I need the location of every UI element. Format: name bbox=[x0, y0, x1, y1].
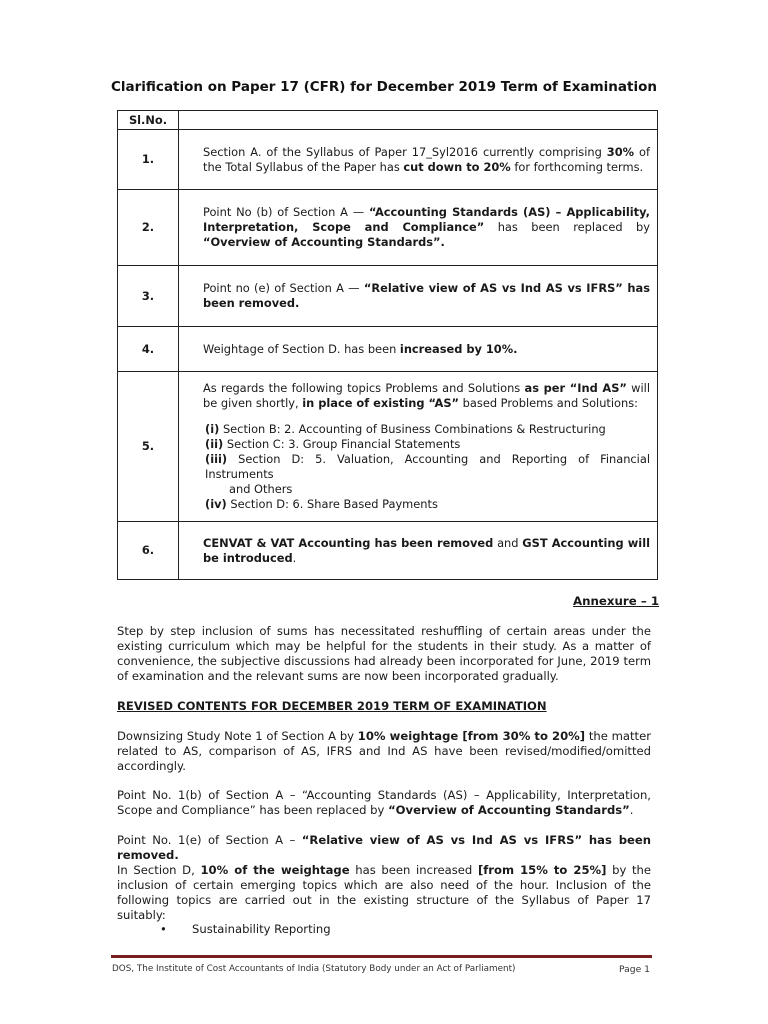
revised-contents-heading: REVISED CONTENTS FOR DECEMBER 2019 TERM OF EXAMINATION bbox=[117, 699, 547, 713]
row-text: Section A. of the Syllabus of Paper 17_Syl2016 currently comprising 30% of the Total Syllabus of the Paper has cut down to 20% for forthcoming terms. bbox=[179, 130, 658, 190]
paragraph-point-1e: Point No. 1(e) of Section A – “Relative view of AS vs Ind AS vs IFRS” has been removed. bbox=[117, 833, 651, 862]
paragraph-downsizing: Downsizing Study Note 1 of Section A by 10% weightage [from 30% to 20%] the matter related to AS, comparison of AS, IFRS and Ind AS have been revised/modified/omitted accordingly. bbox=[117, 729, 651, 773]
list-item: (iv) Section D: 6. Share Based Payments bbox=[205, 497, 438, 511]
table-row bbox=[118, 522, 658, 580]
row-text: Weightage of Section D. has been increased by 10%. bbox=[179, 327, 658, 372]
table-row bbox=[118, 372, 658, 522]
row-number: 1. bbox=[118, 130, 179, 190]
page-title: Clarification on Paper 17 (CFR) for December 2019 Term of Examination bbox=[111, 79, 657, 95]
paragraph-point-1b: Point No. 1(b) of Section A – “Accounting Standards (AS) – Applicability, Interpretation, Scope and Compliance” has been replaced by “Overview of Accounting Standards”. bbox=[117, 788, 651, 817]
table-row bbox=[118, 266, 658, 327]
list-item: (i) Section B: 2. Accounting of Business Combinations & Restructuring bbox=[205, 422, 606, 436]
row-number: 4. bbox=[118, 327, 179, 372]
row-number: 3. bbox=[118, 266, 179, 327]
clarification-table bbox=[117, 110, 658, 580]
footer-institute: DOS, The Institute of Cost Accountants of India (Statutory Body under an Act of Parliament) bbox=[112, 964, 516, 974]
bullet-icon: • bbox=[160, 922, 167, 936]
table-row bbox=[118, 190, 658, 266]
table-row bbox=[118, 130, 658, 190]
paragraph-section-d: In Section D, 10% of the weightage has been increased [from 15% to 25%] by the inclusion of certain emerging topics which are also need of the hour. Inclusion of the following topics are carried out in the existing structure of the Syllabus of Paper 17 suitably: bbox=[117, 863, 652, 922]
row-number: 2. bbox=[118, 190, 179, 266]
table-header-row bbox=[118, 111, 658, 130]
row-text: Point no (e) of Section A — “Relative view of AS vs Ind AS vs IFRS” has been removed. bbox=[179, 266, 658, 327]
intro-paragraph: Step by step inclusion of sums has necessitated reshuffling of certain areas under the existing curriculum which may be helpful for the students in their study. As a matter of convenience, the subjective discussions had already been incorporated for June, 2019 term of examination and the relevant sums are now been incorporated gradually. bbox=[117, 624, 651, 683]
bullet-item: • Sustainability Reporting bbox=[160, 922, 331, 936]
list-item: (iii) Section D: 5. Valuation, Accounting and Reporting of Financial Instruments bbox=[205, 452, 650, 481]
list-item-continuation: and Others bbox=[229, 482, 293, 496]
footer-divider bbox=[111, 955, 652, 958]
row-text: As regards the following topics Problems and Solutions as per “Ind AS” will be given shortly, in place of existing “AS” based Problems and Solutions: (i) Section B: 2. Accounting of Business Combinations & Restructuring (ii) Section C: 3. Group Financial Statements (iii) Section D: 5. Valuation, Accounting and Reporting of Financial Instruments and Others (iv) Section D: 6. Share Based Payments bbox=[179, 372, 658, 522]
row-number: 6. bbox=[118, 522, 179, 580]
row-text: CENVAT & VAT Accounting has been removed and GST Accounting will be introduced. bbox=[179, 522, 658, 580]
annexure-label: Annexure – 1 bbox=[573, 594, 660, 608]
header-blank-cell bbox=[179, 111, 658, 130]
row-number: 5. bbox=[118, 372, 179, 522]
page-number: Page 1 bbox=[619, 964, 651, 975]
list-item: (ii) Section C: 3. Group Financial Statements bbox=[205, 437, 461, 451]
topic-list bbox=[205, 422, 650, 512]
sl-no-header: Sl.No. bbox=[118, 111, 179, 130]
row-text: Point No (b) of Section A — “Accounting Standards (AS) – Applicability, Interpretation, Scope and Compliance” has been replaced by “Overview of Accounting Standards”. bbox=[179, 190, 658, 266]
table-row bbox=[118, 327, 658, 372]
